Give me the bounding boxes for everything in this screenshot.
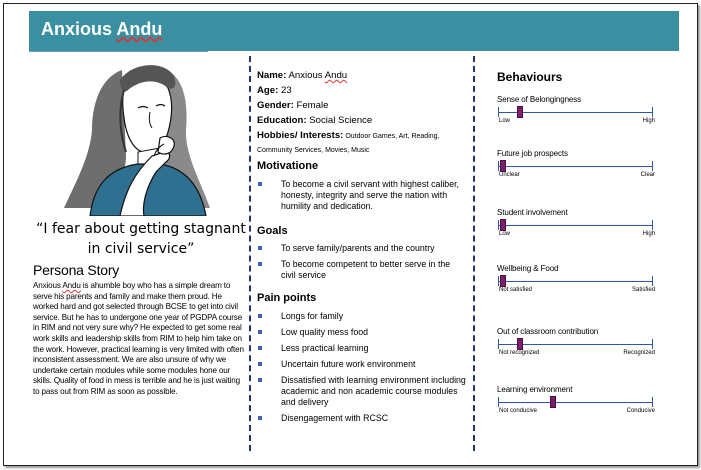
scale-cap-left xyxy=(498,161,499,171)
column-divider-right xyxy=(473,56,475,451)
scale-cap-right xyxy=(652,220,653,230)
scale-low-label: Unclear xyxy=(499,172,520,178)
scale-track xyxy=(498,225,653,226)
scale-marker xyxy=(500,219,506,231)
pain-points-list xyxy=(257,311,467,429)
scale-cap-left xyxy=(498,339,499,349)
profile-age: Age: 23 xyxy=(257,85,292,96)
scale-marker xyxy=(517,338,523,350)
scale-cap-right xyxy=(652,161,653,171)
scale-marker xyxy=(550,396,556,408)
scale-cap-left xyxy=(498,107,499,117)
behaviour-scale xyxy=(497,149,655,189)
header-banner xyxy=(29,11,679,51)
scale-cap-right xyxy=(652,107,653,117)
scale-marker xyxy=(500,160,506,172)
profile-name: Name: Anxious Andu xyxy=(257,70,348,81)
column-divider-left xyxy=(249,56,251,451)
scale-track xyxy=(498,402,653,403)
persona-portrait-image xyxy=(60,60,230,216)
scale-marker xyxy=(517,106,523,118)
behaviour-scale xyxy=(497,208,655,248)
scale-track xyxy=(498,166,653,167)
list-item: Low quality mess food xyxy=(257,327,467,338)
scale-label: Wellbeing & Food xyxy=(497,264,559,273)
persona-quote: “I fear about getting stagnant in civil service” xyxy=(36,221,246,257)
behaviour-scale xyxy=(497,385,655,425)
persona-title: Anxious Andu xyxy=(41,19,163,39)
scale-cap-right xyxy=(652,276,653,286)
scale-label: Student involvement xyxy=(497,208,568,217)
list-item: Uncertain future work environment xyxy=(257,359,467,370)
scale-low-label: Not recognized xyxy=(499,350,540,356)
behaviour-scale xyxy=(497,264,655,304)
profile-details xyxy=(257,68,469,157)
goals-list xyxy=(257,243,467,286)
motivations-list xyxy=(257,179,467,217)
motivations-heading: Motivatione xyxy=(257,160,319,172)
scale-cap-left xyxy=(498,276,499,286)
list-item: To become competent to better serve in the civil service xyxy=(257,259,467,281)
scale-low-label: Low xyxy=(499,231,511,237)
scale-cap-right xyxy=(652,397,653,407)
scale-high-label: High xyxy=(642,231,655,237)
pain-points-heading: Pain points xyxy=(257,292,317,304)
list-item: Dissatisfied with learning environment including academic and non academic course modules and delivery xyxy=(257,375,467,408)
behaviour-scale xyxy=(497,327,655,367)
scale-cap-left xyxy=(498,220,499,230)
scale-cap-right xyxy=(652,339,653,349)
scale-label: Learning environment xyxy=(497,385,573,394)
scale-high-label: High xyxy=(642,118,655,124)
behaviours-heading: Behaviours xyxy=(497,70,563,84)
scale-label: Future job prospects xyxy=(497,149,568,158)
persona-story-text: Anxious Andu is ahumble boy who has a simple dream to serve his parents and family and make them proud. He worked hard and got selected through BCSE to get into civil service. But he has to undergone one year of PGDPA course in RIM and not very sure why? He expected to get some real work skills and leadership skills from RIM to help him take on the work. However, practical learning is very limited with often inconsistent assessment. We are also unsure of why we undertake certain modules while some modules hone our skills. Quality of food in mess is terrible and he is just waiting to pass out from RIM as soon as possible. xyxy=(33,281,244,396)
scale-label: Out of classroom contribution xyxy=(497,327,599,336)
title-underline xyxy=(29,51,208,52)
goals-heading: Goals xyxy=(257,225,288,237)
scale-low-label: Not conducive xyxy=(499,408,538,414)
behaviour-scale xyxy=(497,95,655,135)
scale-low-label: Not satisfied xyxy=(499,287,533,293)
scale-low-label: Low xyxy=(499,118,511,124)
scale-high-label: Conducive xyxy=(626,408,655,414)
profile-hobbies: Hobbies/ Interests: Outdoor Games, Art, Reading, Community Services, Movies, Music xyxy=(257,130,440,154)
list-item: Less practical learning xyxy=(257,343,467,354)
list-item: To serve family/parents and the country xyxy=(257,243,467,254)
persona-story-heading: Persona Story xyxy=(33,262,120,278)
scale-marker xyxy=(500,275,506,287)
profile-education: Education: Social Science xyxy=(257,115,373,126)
scale-high-label: Clear xyxy=(640,172,655,178)
list-item: Longs for family xyxy=(257,311,467,322)
scale-cap-left xyxy=(498,397,499,407)
list-item: Disengagement with RCSC xyxy=(257,413,467,424)
scale-high-label: Recognized xyxy=(623,350,655,356)
scale-high-label: Satisfied xyxy=(631,287,655,293)
list-item: To become a civil servant with highest caliber, honesty, integrity and serve the nation with humility and dedication. xyxy=(257,179,467,212)
scale-track xyxy=(498,281,653,282)
profile-gender: Gender: Female xyxy=(257,100,329,111)
scale-label: Sense of Belongingness xyxy=(497,95,582,104)
